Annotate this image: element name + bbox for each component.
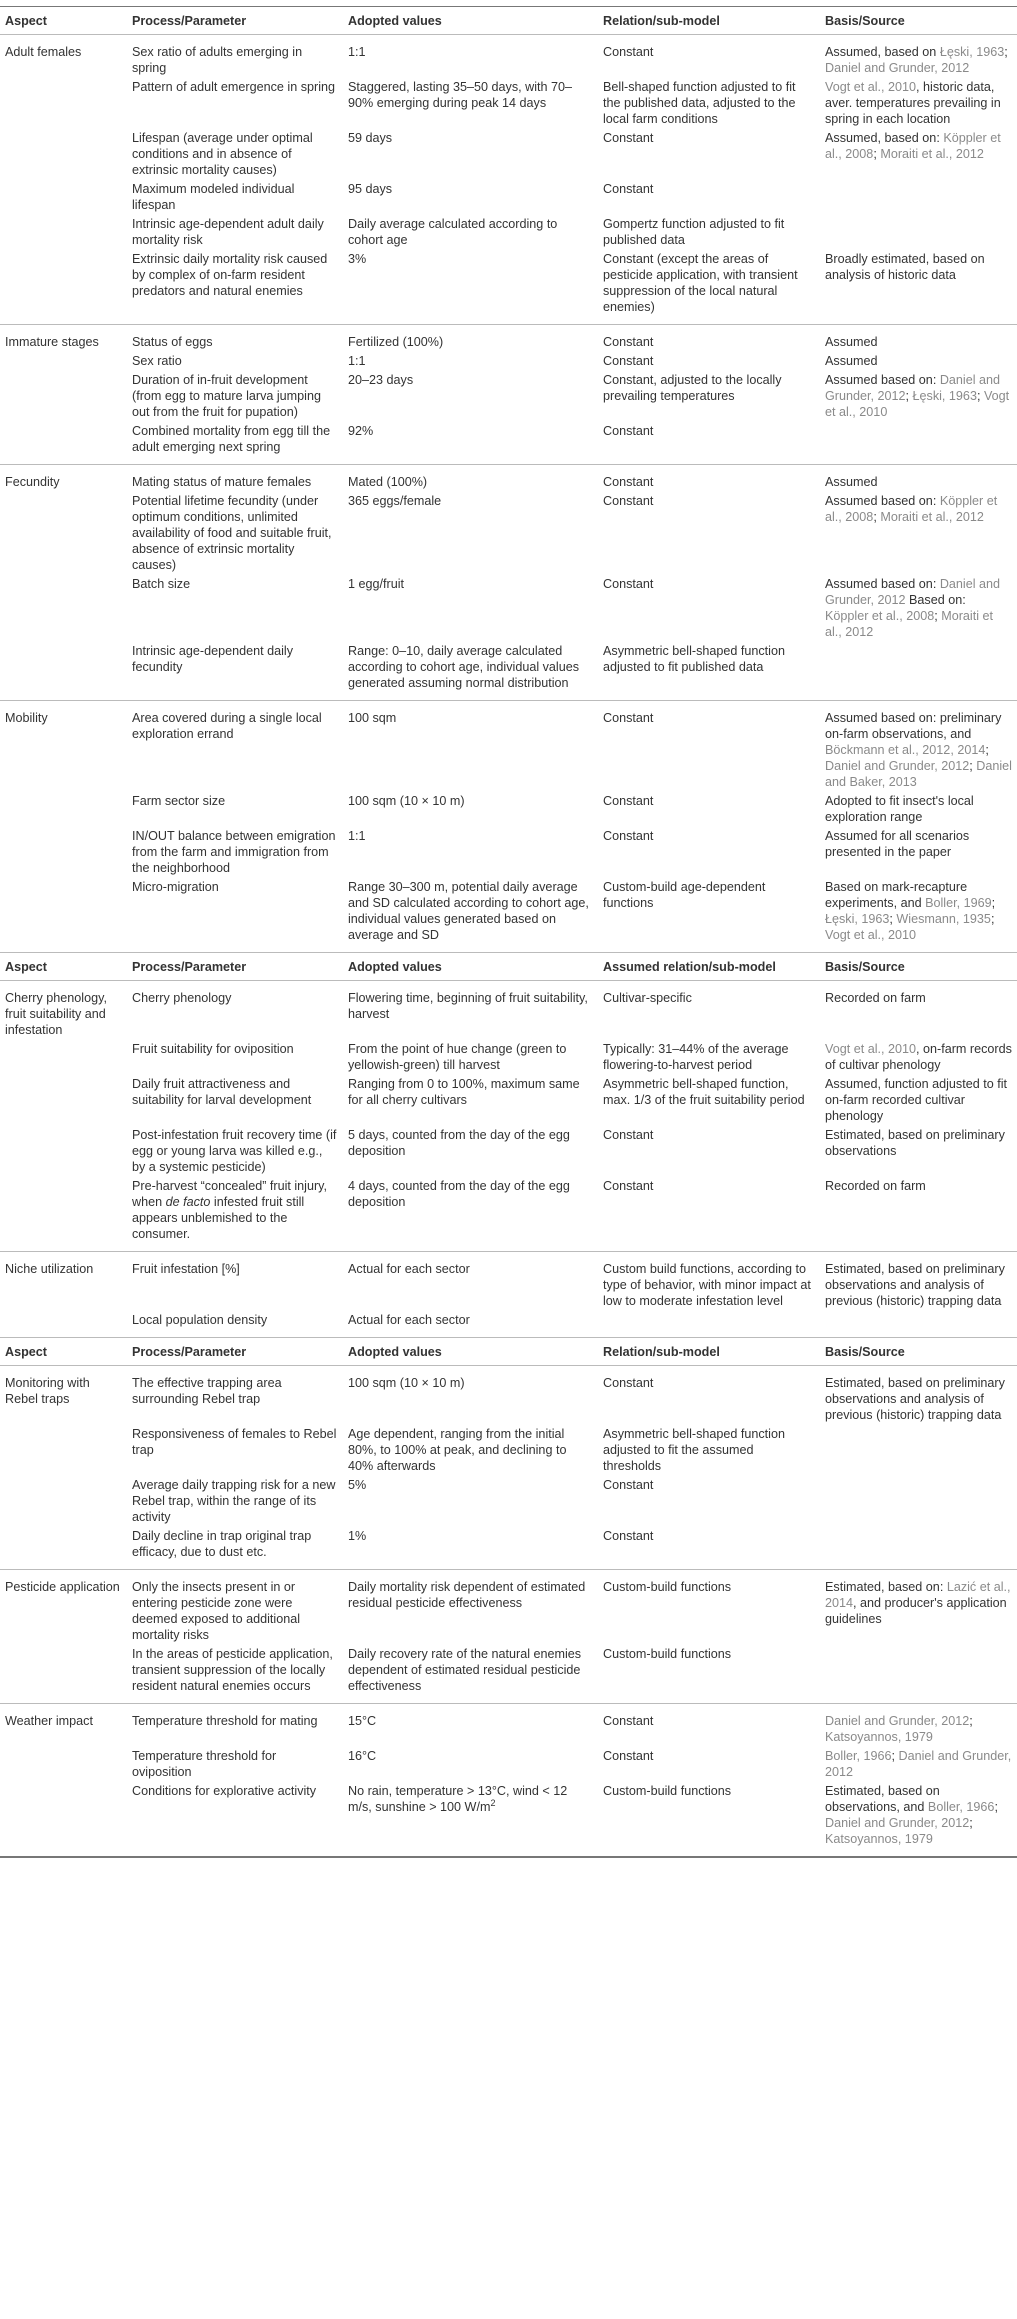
parameter-cell: Potential lifetime fecundity (under optimum conditions, unlimited availability of food and suitable fruit, absence of extrinsic mortality causes): [132, 494, 332, 572]
aspect-cell: [0, 422, 127, 465]
adopted-value-cell: 1:1: [348, 354, 366, 368]
source-cell: [820, 35, 1017, 79]
relation-cell: Asymmetric bell-shaped function adjusted to fit the assumed thresholds: [603, 1427, 785, 1473]
table-row: [0, 180, 1017, 215]
table-row: [0, 1311, 1017, 1338]
adopted-value-cell: 92%: [343, 422, 598, 465]
source-cell: [820, 1782, 1017, 1857]
text-run: No rain, temperature > 13°C, wind < 12 m/s, sunshine > 100 W/m: [348, 1784, 568, 1814]
adopted-value-cell: 100 sqm (10 × 10 m): [348, 794, 465, 808]
relation-cell: Bell-shaped function adjusted to fit the published data, adjusted to the local farm conditions: [603, 80, 796, 126]
citation: Łęski, 1963: [825, 912, 890, 926]
source-cell: [820, 1311, 1017, 1338]
relation-cell: Constant: [603, 1376, 654, 1390]
table-row: [0, 1075, 1017, 1126]
table-row: [0, 215, 1017, 250]
adopted-value-cell: 1:1: [348, 45, 366, 59]
text-run: ;: [985, 743, 989, 757]
text-run: Recorded on farm: [825, 1179, 926, 1193]
aspect-cell: Mobility: [5, 711, 48, 725]
adopted-value-cell: 365 eggs/female: [348, 494, 442, 508]
text-run: Assumed based on:: [825, 494, 940, 508]
citation: Boller, 1969: [925, 896, 992, 910]
aspect-cell: [0, 1527, 127, 1570]
parameter-cell: Post-infestation fruit recovery time (if egg or young larva was killed e.g., by a systemic pesticide): [132, 1128, 337, 1174]
source-cell: [820, 352, 1017, 371]
source-cell: [820, 575, 1017, 642]
relation-cell: Constant: [598, 1177, 820, 1252]
source-cell: [820, 1747, 1017, 1782]
source-cell: [820, 422, 1017, 465]
parameter-cell: Fruit infestation [%]: [132, 1262, 240, 1276]
citation: Böckmann et al., 2012, 2014: [825, 743, 986, 757]
text-run: ;: [994, 1800, 998, 1814]
text-run: ;: [969, 759, 977, 773]
relation-cell: Cultivar-specific: [603, 991, 692, 1005]
parameter-cell: Daily decline in trap original trap efficacy, due to dust etc.: [127, 1527, 343, 1570]
table-row: [0, 1177, 1017, 1252]
text-run: infested fruit still appears unblemished to the consumer.: [132, 1195, 305, 1241]
table-row: [0, 827, 1017, 878]
table-row: [0, 981, 1017, 1041]
citation: Daniel and Grunder, 2012: [825, 577, 1001, 607]
aspect-cell: Niche utilization: [5, 1262, 94, 1276]
source-cell: [820, 642, 1017, 701]
relation-cell: Asymmetric bell-shaped function adjusted to fit published data: [598, 642, 820, 701]
relation-cell: Constant: [603, 45, 654, 59]
adopted-value-cell: 95 days: [348, 182, 393, 196]
text-run: Based on mark-recapture experiments, and: [825, 880, 968, 910]
table-row: [0, 1425, 1017, 1476]
relation-cell: Constant: [603, 131, 654, 145]
parameter-cell: Status of eggs: [132, 335, 213, 349]
adopted-value-cell: Fertilized (100%): [348, 335, 444, 349]
table-row: [0, 35, 1017, 79]
citation: Łęski, 1963: [939, 45, 1005, 59]
aspect-cell: Adult females: [5, 45, 82, 59]
aspect-cell: [0, 215, 127, 250]
parameter-cell: In the areas of pesticide application, transient suppression of the locally resident natural enemies occurs: [127, 1645, 343, 1704]
citation: Boller, 1966: [825, 1749, 892, 1763]
parameter-cell: Local population density: [127, 1311, 343, 1338]
parameter-cell: Intrinsic age-dependent daily fecundity: [127, 642, 343, 701]
relation-cell: Constant: [603, 354, 654, 368]
source-cell: [820, 1366, 1017, 1426]
header-relation: Relation/sub-model: [598, 7, 820, 35]
text-run: Assumed based on:: [825, 373, 940, 387]
aspect-cell: [0, 371, 127, 422]
adopted-value-cell: Mated (100%): [348, 475, 428, 489]
adopted-value-cell: 3%: [343, 250, 598, 325]
source-cell: [820, 325, 1017, 353]
adopted-value-cell: Actual for each sector: [343, 1311, 598, 1338]
source-cell: [820, 129, 1017, 180]
relation-cell: Constant: [603, 335, 654, 349]
parameter-cell: Farm sector size: [132, 794, 226, 808]
parameter-cell: Cherry phenology: [132, 991, 232, 1005]
source-cell: [820, 1425, 1017, 1476]
text-run: Estimated, based on observations, and: [825, 1784, 940, 1814]
text-run: ;: [891, 1749, 899, 1763]
table-row: [0, 325, 1017, 353]
text-run: ;: [905, 389, 913, 403]
source-cell: [820, 180, 1017, 215]
table-row: [0, 1645, 1017, 1704]
adopted-value-cell: 5%: [348, 1478, 367, 1492]
aspect-cell: Cherry phenology, fruit suitability and infestation: [5, 991, 107, 1037]
adopted-value-cell: Range: 0–10, daily average calculated according to cohort age, individual values generated assuming normal distribution: [343, 642, 598, 701]
table-row: [0, 878, 1017, 953]
citation: Łęski, 1963: [912, 389, 977, 403]
table-row: [0, 1040, 1017, 1075]
aspect-cell: [0, 250, 127, 325]
aspect-cell: Pesticide application: [5, 1580, 120, 1594]
citation: Köppler et al., 2008: [825, 131, 1001, 161]
text-run: 2: [490, 1797, 496, 1808]
parameter-table: [0, 6, 1017, 1858]
relation-cell: Constant: [603, 1714, 654, 1728]
relation-cell: Gompertz function adjusted to fit published data: [603, 217, 785, 247]
aspect-cell: [0, 827, 127, 878]
parameter-cell: Only the insects present in or entering pesticide zone were deemed exposed to additional mortality risks: [132, 1580, 301, 1642]
table-row: [0, 465, 1017, 493]
parameter-cell: Average daily trapping risk for a new Rebel trap, within the range of its activity: [132, 1478, 336, 1524]
source-cell: [820, 250, 1017, 325]
relation-cell: Constant: [603, 1478, 654, 1492]
header-adopted-values: Adopted values: [343, 1338, 598, 1366]
parameter-cell: Fruit suitability for oviposition: [132, 1042, 294, 1056]
adopted-value-cell: Daily recovery rate of the natural enemies dependent of estimated residual pesticide effectiveness: [343, 1645, 598, 1704]
parameter-cell: Pattern of adult emergence in spring: [132, 80, 336, 94]
parameter-cell: Sex ratio of adults emerging in spring: [132, 45, 303, 75]
aspect-cell: [0, 78, 127, 129]
aspect-cell: [0, 1040, 127, 1075]
citation: Vogt et al., 2010: [825, 80, 917, 94]
citation: Katsoyannos, 1979: [825, 1730, 933, 1744]
parameter-cell: Responsiveness of females to Rebel trap: [132, 1427, 337, 1457]
header-process-parameter: Process/Parameter: [127, 7, 343, 35]
adopted-value-cell: 4 days, counted from the day of the egg deposition: [343, 1177, 598, 1252]
table-body: [0, 7, 1017, 1858]
citation: Daniel and Grunder, 2012: [825, 759, 970, 773]
citation: Vogt et al., 2010: [825, 928, 917, 942]
adopted-value-cell: From the point of hue change (green to yellowish-green) till harvest: [348, 1042, 567, 1072]
aspect-cell: [0, 878, 127, 953]
header-basis-source: Basis/Source: [820, 1338, 1017, 1366]
adopted-value-cell: [343, 1782, 598, 1857]
header-aspect: Aspect: [0, 953, 127, 981]
source-cell: [820, 1645, 1017, 1704]
parameter-cell: Extrinsic daily mortality risk caused by complex of on-farm resident predators and natural enemies: [127, 250, 343, 325]
text-run: Assumed for all scenarios presented in the paper: [825, 829, 970, 859]
source-cell: [820, 827, 1017, 878]
text-run: Estimated, based on preliminary observations and analysis of previous (historic) trapping data: [825, 1376, 1005, 1422]
aspect-cell: [0, 1782, 127, 1857]
relation-cell: Constant: [603, 1128, 654, 1142]
citation: Vogt et al., 2010: [825, 389, 1010, 419]
relation-cell: Typically: 31–44% of the average flowering-to-harvest period: [603, 1042, 789, 1072]
text-run: Broadly estimated, based on analysis of historic data: [825, 252, 985, 282]
adopted-value-cell: 5 days, counted from the day of the egg deposition: [348, 1128, 570, 1158]
table-row: [0, 1527, 1017, 1570]
table-row: [0, 352, 1017, 371]
text-run: ;: [889, 912, 897, 926]
source-cell: [820, 1252, 1017, 1312]
header-row: [0, 953, 1017, 981]
citation: Lazić et al., 2014: [825, 1580, 1011, 1610]
header-process-parameter: Process/Parameter: [127, 953, 343, 981]
relation-cell: Constant: [603, 1749, 654, 1763]
parameter-cell: [127, 1177, 343, 1252]
parameter-cell: Micro-migration: [127, 878, 343, 953]
table-row: [0, 1747, 1017, 1782]
source-cell: [820, 78, 1017, 129]
text-run: ;: [976, 389, 984, 403]
relation-cell: [598, 1311, 820, 1338]
aspect-cell: Monitoring with Rebel traps: [5, 1376, 90, 1406]
adopted-value-cell: 1:1: [348, 829, 366, 843]
source-cell: [820, 1177, 1017, 1252]
aspect-cell: Fecundity: [5, 475, 60, 489]
aspect-cell: [0, 352, 127, 371]
parameter-cell: Combined mortality from egg till the adult emerging next spring: [127, 422, 343, 465]
text-run: ;: [990, 912, 995, 926]
adopted-value-cell: Age dependent, ranging from the initial 80%, to 100% at peak, and declining to 40% afterwards: [348, 1427, 567, 1473]
parameter-cell: Maximum modeled individual lifespan: [132, 182, 295, 212]
aspect-cell: [0, 1177, 127, 1252]
source-cell: [820, 215, 1017, 250]
text-run: Assumed, function adjusted to fit on-farm recorded cultivar phenology: [825, 1077, 1008, 1123]
relation-cell: Constant: [598, 1527, 820, 1570]
table-row: [0, 1704, 1017, 1748]
citation: Vogt et al., 2010: [825, 1042, 917, 1056]
aspect-cell: [0, 492, 127, 575]
table-row: [0, 1126, 1017, 1177]
table-row: [0, 1570, 1017, 1646]
text-run: Estimated, based on:: [825, 1580, 947, 1594]
citation: Daniel and Grunder, 2012: [825, 1714, 970, 1728]
adopted-value-cell: 15°C: [348, 1714, 377, 1728]
aspect-cell: Weather impact: [5, 1714, 93, 1728]
aspect-cell: [0, 1075, 127, 1126]
parameter-cell: Temperature threshold for mating: [132, 1714, 318, 1728]
parameter-cell: Conditions for explorative activity: [127, 1782, 343, 1857]
source-cell: [820, 371, 1017, 422]
adopted-value-cell: Daily average calculated according to cohort age: [348, 217, 558, 247]
table-row: [0, 1782, 1017, 1857]
source-cell: [820, 1075, 1017, 1126]
source-cell: [820, 701, 1017, 793]
header-adopted-values: Adopted values: [343, 7, 598, 35]
header-relation: Relation/sub-model: [598, 1338, 820, 1366]
parameter-cell: Area covered during a single local exploration errand: [132, 711, 322, 741]
header-row: [0, 7, 1017, 35]
aspect-cell: [0, 1311, 127, 1338]
aspect-cell: [0, 180, 127, 215]
text-run: , historic data, aver. temperatures prevailing in spring in each location: [825, 80, 1001, 126]
relation-cell: Custom-build age-dependent functions: [598, 878, 820, 953]
citation: Moraiti et al., 2012: [880, 510, 984, 524]
adopted-value-cell: 100 sqm (10 × 10 m): [348, 1376, 465, 1390]
table-row: [0, 1366, 1017, 1426]
text-run: ;: [969, 1714, 973, 1728]
source-cell: [820, 981, 1017, 1041]
source-cell: [820, 1527, 1017, 1570]
header-adopted-values: Adopted values: [343, 953, 598, 981]
text-run: ;: [873, 147, 881, 161]
parameter-cell: Intrinsic age-dependent adult daily mortality risk: [132, 217, 324, 247]
citation: Daniel and Baker, 2013: [825, 759, 1012, 789]
aspect-cell: [0, 575, 127, 642]
text-run: Adopted to fit insect's local exploration range: [825, 794, 974, 824]
adopted-value-cell: Flowering time, beginning of fruit suitability, harvest: [348, 991, 588, 1021]
relation-cell: Constant, adjusted to the locally prevailing temperatures: [603, 373, 782, 403]
relation-cell: Asymmetric bell-shaped function, max. 1/3 of the fruit suitability period: [603, 1077, 805, 1107]
source-cell: [820, 1040, 1017, 1075]
table-row: [0, 129, 1017, 180]
text-run: , on-farm records of cultivar phenology: [825, 1042, 1012, 1072]
aspect-cell: [0, 1476, 127, 1527]
citation: Köppler et al., 2008: [825, 494, 998, 524]
table-row: [0, 422, 1017, 465]
source-cell: [820, 465, 1017, 493]
text-run: Based on:: [905, 593, 966, 607]
aspect-cell: Immature stages: [5, 335, 99, 349]
text-run: Recorded on farm: [825, 991, 926, 1005]
text-run: Estimated, based on preliminary observations and analysis of previous (historic) trapping data: [825, 1262, 1005, 1308]
source-cell: [820, 878, 1017, 953]
relation-cell: Constant: [598, 422, 820, 465]
relation-cell: Custom-build functions: [603, 1580, 732, 1594]
citation: Daniel and Grunder, 2012: [825, 1749, 1012, 1779]
text-run: ;: [969, 1816, 973, 1830]
relation-cell: Constant: [603, 475, 654, 489]
text-run: Assumed: [825, 475, 878, 489]
citation: Moraiti et al., 2012: [880, 147, 984, 161]
table-row: [0, 792, 1017, 827]
citation: Katsoyannos, 1979: [825, 1832, 933, 1846]
header-row: [0, 1338, 1017, 1366]
adopted-value-cell: Range 30–300 m, potential daily average and SD calculated according to cohort age, individual values generated based on average and SD: [343, 878, 598, 953]
relation-cell: Constant: [603, 494, 654, 508]
adopted-value-cell: 59 days: [348, 131, 393, 145]
table-row: [0, 371, 1017, 422]
header-basis-source: Basis/Source: [820, 7, 1017, 35]
table-row: [0, 642, 1017, 701]
citation: Köppler et al., 2008: [825, 609, 935, 623]
source-cell: [820, 1704, 1017, 1748]
text-run: Assumed: [825, 354, 878, 368]
adopted-value-cell: Actual for each sector: [348, 1262, 470, 1276]
parameter-cell: Duration of in-fruit development (from egg to mature larva jumping out from the fruit for pupation): [132, 373, 321, 419]
table-row: [0, 575, 1017, 642]
relation-cell: Constant: [603, 711, 654, 725]
aspect-cell: [0, 1425, 127, 1476]
parameter-cell: Mating status of mature females: [132, 475, 312, 489]
source-cell: [820, 1126, 1017, 1177]
text-run: ;: [934, 609, 942, 623]
parameter-cell: Batch size: [132, 577, 191, 591]
table-row: [0, 1476, 1017, 1527]
adopted-value-cell: 1%: [343, 1527, 598, 1570]
adopted-value-cell: Ranging from 0 to 100%, maximum same for all cherry cultivars: [348, 1077, 580, 1107]
text-run: ;: [873, 510, 881, 524]
parameter-cell: Temperature threshold for oviposition: [132, 1749, 277, 1779]
relation-cell: Constant: [603, 182, 654, 196]
relation-cell: Constant: [603, 577, 654, 591]
adopted-value-cell: 16°C: [348, 1749, 377, 1763]
aspect-cell: [0, 1645, 127, 1704]
relation-cell: Custom-build functions: [598, 1782, 820, 1857]
text-run: ;: [991, 896, 996, 910]
table-row: [0, 250, 1017, 325]
text-run: Assumed based on: preliminary on-farm observations, and: [825, 711, 1002, 741]
text-run: Assumed: [825, 335, 878, 349]
aspect-cell: [0, 1126, 127, 1177]
parameter-cell: Lifespan (average under optimal conditions and in absence of extrinsic mortality causes): [132, 131, 313, 177]
citation: Daniel and Grunder, 2012: [825, 373, 1001, 403]
aspect-cell: [0, 642, 127, 701]
adopted-value-cell: Staggered, lasting 35–50 days, with 70–90% emerging during peak 14 days: [348, 80, 573, 110]
citation: Wiesmann, 1935: [896, 912, 991, 926]
relation-cell: Custom-build functions: [598, 1645, 820, 1704]
citation: Boller, 1966: [927, 1800, 995, 1814]
relation-cell: Constant: [603, 794, 654, 808]
aspect-cell: [0, 792, 127, 827]
parameter-cell: Sex ratio: [132, 354, 182, 368]
parameter-cell: The effective trapping area surrounding Rebel trap: [132, 1376, 282, 1406]
adopted-value-cell: 1 egg/fruit: [348, 577, 405, 591]
header-process-parameter: Process/Parameter: [127, 1338, 343, 1366]
adopted-value-cell: Daily mortality risk dependent of estimated residual pesticide effectiveness: [348, 1580, 586, 1610]
table-row: [0, 492, 1017, 575]
citation: Daniel and Grunder, 2012: [825, 61, 970, 75]
header-basis-source: Basis/Source: [820, 953, 1017, 981]
text-run: Assumed, based on: [825, 45, 940, 59]
citation: Moraiti et al., 2012: [825, 609, 994, 639]
text-run: , and producer's application guidelines: [825, 1596, 1007, 1626]
relation-cell: Constant (except the areas of pesticide application, with transient suppression of the local natural enemies): [598, 250, 820, 325]
adopted-value-cell: 100 sqm: [348, 711, 397, 725]
source-cell: [820, 1476, 1017, 1527]
text-run: Assumed, based on:: [825, 131, 944, 145]
source-cell: [820, 492, 1017, 575]
text-run: de facto: [165, 1195, 211, 1209]
text-run: Assumed based on:: [825, 577, 940, 591]
parameter-cell: IN/OUT balance between emigration from the farm and immigration from the neighborhood: [132, 829, 336, 875]
text-run: Estimated, based on preliminary observations: [825, 1128, 1005, 1158]
table-row: [0, 78, 1017, 129]
relation-cell: Custom build functions, according to type of behavior, with minor impact at low to moderate infestation level: [603, 1262, 811, 1308]
relation-cell: Constant: [603, 829, 654, 843]
aspect-cell: [0, 1747, 127, 1782]
text-run: Pre-harvest “concealed” fruit injury, when: [132, 1179, 328, 1209]
parameter-cell: Daily fruit attractiveness and suitability for larval development: [132, 1077, 312, 1107]
header-relation: Assumed relation/sub-model: [598, 953, 820, 981]
source-cell: [820, 792, 1017, 827]
text-run: ;: [1004, 45, 1008, 59]
aspect-cell: [0, 129, 127, 180]
table-row: [0, 701, 1017, 793]
header-aspect: Aspect: [0, 1338, 127, 1366]
adopted-value-cell: 20–23 days: [348, 373, 414, 387]
header-aspect: Aspect: [0, 7, 127, 35]
source-cell: [820, 1570, 1017, 1646]
citation: Daniel and Grunder, 2012: [825, 1816, 970, 1830]
table-row: [0, 1252, 1017, 1312]
